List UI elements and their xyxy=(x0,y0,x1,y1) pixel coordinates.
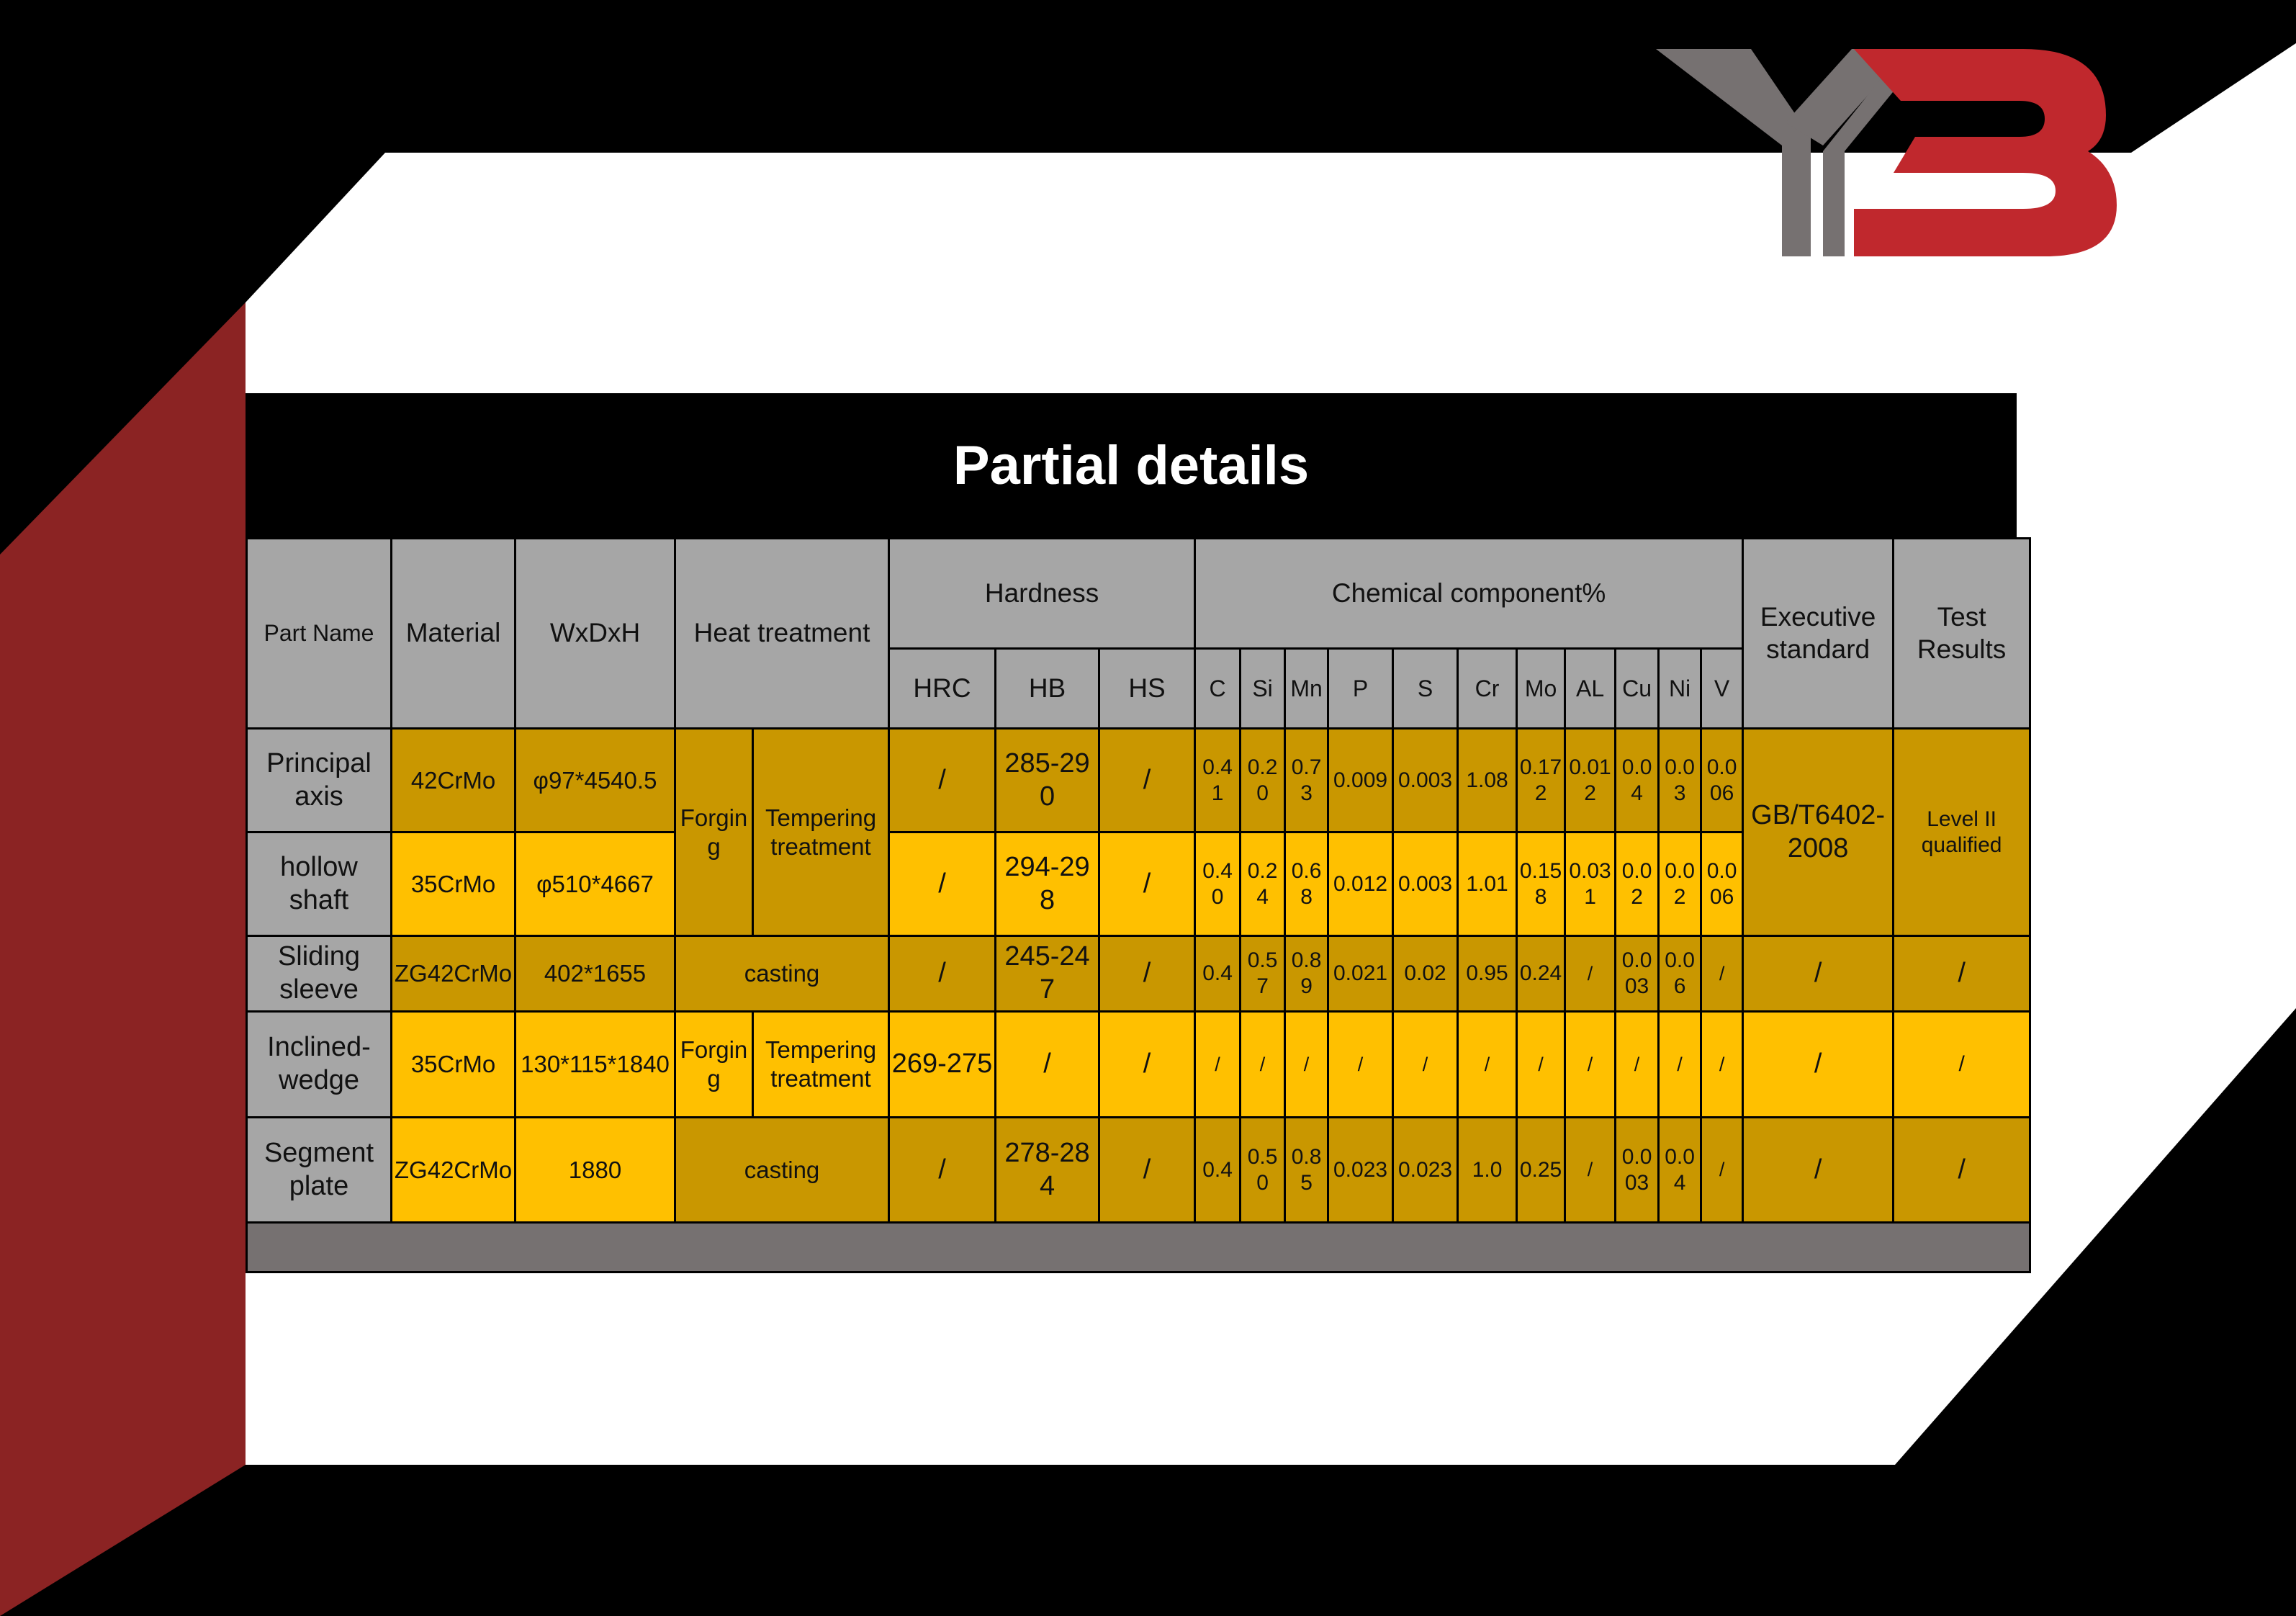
part-name: Principal axis xyxy=(247,729,392,832)
chem-al: / xyxy=(1565,1012,1616,1118)
details-table xyxy=(246,537,2031,1273)
chem-s: 0.023 xyxy=(1393,1118,1458,1223)
hs-value: / xyxy=(1099,729,1195,832)
test-result: Level II qualified xyxy=(1894,729,2030,936)
header-hb: HB xyxy=(996,649,1099,729)
chem-cr: 0.95 xyxy=(1458,936,1517,1012)
heat-treatment: Tempering treatment xyxy=(753,729,889,936)
chem-v: / xyxy=(1701,936,1743,1012)
chem-cu: / xyxy=(1616,1012,1659,1118)
header-chem-c: C xyxy=(1195,649,1241,729)
chem-mo: 0.172 xyxy=(1517,729,1565,832)
chem-si: 0.20 xyxy=(1241,729,1285,832)
hrc-value: / xyxy=(889,1118,996,1223)
page-title: Partial details xyxy=(246,393,2017,537)
material: ZG42CrMo xyxy=(392,936,516,1012)
part-name: Inclined-wedge xyxy=(247,1012,392,1118)
header-chem-p: P xyxy=(1328,649,1393,729)
chem-al: / xyxy=(1565,936,1616,1012)
chem-c: 0.41 xyxy=(1195,729,1241,832)
header-chem-s: S xyxy=(1393,649,1458,729)
hs-value: / xyxy=(1099,1012,1195,1118)
chem-cu: 0.02 xyxy=(1616,832,1659,936)
chem-p: 0.021 xyxy=(1328,936,1393,1012)
chem-cr: 1.01 xyxy=(1458,832,1517,936)
yb-logo-icon xyxy=(1656,36,2117,266)
dimensions: φ97*4540.5 xyxy=(516,729,675,832)
header-part-name: Part Name xyxy=(247,539,392,729)
chem-mo: 0.25 xyxy=(1517,1118,1565,1223)
hb-value: 278-284 xyxy=(996,1118,1099,1223)
header-hardness: Hardness xyxy=(889,539,1195,649)
header-executive-standard: Executive standard xyxy=(1743,539,1894,729)
chem-s: 0.003 xyxy=(1393,729,1458,832)
part-name: Sliding sleeve xyxy=(247,936,392,1012)
header-hrc: HRC xyxy=(889,649,996,729)
chem-v: 0.006 xyxy=(1701,832,1743,936)
heat-treatment: Tempering treatment xyxy=(753,1012,889,1118)
chem-cu: 0.003 xyxy=(1616,936,1659,1012)
chem-c: 0.4 xyxy=(1195,1118,1241,1223)
material: 35CrMo xyxy=(392,832,516,936)
chem-ni: 0.06 xyxy=(1659,936,1701,1012)
chem-mn: / xyxy=(1285,1012,1328,1118)
heat-treatment: casting xyxy=(675,1118,889,1223)
hb-value: 285-290 xyxy=(996,729,1099,832)
chem-mn: 0.73 xyxy=(1285,729,1328,832)
chem-si: 0.24 xyxy=(1241,832,1285,936)
chem-cu: 0.04 xyxy=(1616,729,1659,832)
chem-p: 0.023 xyxy=(1328,1118,1393,1223)
test-result: / xyxy=(1894,1118,2030,1223)
header-chem-mn: Mn xyxy=(1285,649,1328,729)
heat-process: Forging xyxy=(675,729,753,936)
chem-mn: 0.68 xyxy=(1285,832,1328,936)
hb-value: 245-247 xyxy=(996,936,1099,1012)
chem-cu: 0.003 xyxy=(1616,1118,1659,1223)
header-dimensions: WxDxH xyxy=(516,539,675,729)
chem-ni: 0.03 xyxy=(1659,729,1701,832)
part-name: hollow shaft xyxy=(247,832,392,936)
material: 35CrMo xyxy=(392,1012,516,1118)
hrc-value: / xyxy=(889,936,996,1012)
hrc-value: / xyxy=(889,729,996,832)
chem-s: 0.02 xyxy=(1393,936,1458,1012)
heat-treatment: casting xyxy=(675,936,889,1012)
chem-mn: 0.85 xyxy=(1285,1118,1328,1223)
header-test-results: Test Results xyxy=(1894,539,2030,729)
executive-standard: / xyxy=(1743,936,1894,1012)
chem-p: / xyxy=(1328,1012,1393,1118)
header-chem-mo: Mo xyxy=(1517,649,1565,729)
heat-process: Forging xyxy=(675,1012,753,1118)
table-row xyxy=(247,1118,2030,1223)
executive-standard: / xyxy=(1743,1012,1894,1118)
executive-standard: GB/T6402-2008 xyxy=(1743,729,1894,936)
chem-mo: 0.158 xyxy=(1517,832,1565,936)
chem-c: 0.40 xyxy=(1195,832,1241,936)
header-chem-cr: Cr xyxy=(1458,649,1517,729)
dimensions: 402*1655 xyxy=(516,936,675,1012)
chem-s: / xyxy=(1393,1012,1458,1118)
chem-v: 0.006 xyxy=(1701,729,1743,832)
chem-v: / xyxy=(1701,1118,1743,1223)
chem-ni: 0.02 xyxy=(1659,832,1701,936)
chem-cr: 1.08 xyxy=(1458,729,1517,832)
hrc-value: 269-275 xyxy=(889,1012,996,1118)
chem-si: / xyxy=(1241,1012,1285,1118)
hs-value: / xyxy=(1099,936,1195,1012)
header-chem-al: AL xyxy=(1565,649,1616,729)
chem-ni: / xyxy=(1659,1012,1701,1118)
test-result: / xyxy=(1894,1012,2030,1118)
chem-al: 0.012 xyxy=(1565,729,1616,832)
dimensions: φ510*4667 xyxy=(516,832,675,936)
chem-cr: 1.0 xyxy=(1458,1118,1517,1223)
part-name: Segment plate xyxy=(247,1118,392,1223)
chem-p: 0.009 xyxy=(1328,729,1393,832)
chem-mo: 0.24 xyxy=(1517,936,1565,1012)
chem-al: / xyxy=(1565,1118,1616,1223)
dimensions: 130*115*1840 xyxy=(516,1012,675,1118)
chem-cr: / xyxy=(1458,1012,1517,1118)
hb-value: 294-298 xyxy=(996,832,1099,936)
header-chemical-component: Chemical component% xyxy=(1195,539,1743,649)
chem-c: / xyxy=(1195,1012,1241,1118)
hrc-value: / xyxy=(889,832,996,936)
details-table-panel xyxy=(246,393,2017,1273)
header-heat-treatment: Heat treatment xyxy=(675,539,889,729)
footer-cell xyxy=(247,1223,2030,1272)
hb-value: / xyxy=(996,1012,1099,1118)
chem-si: 0.50 xyxy=(1241,1118,1285,1223)
test-result: / xyxy=(1894,936,2030,1012)
table-row xyxy=(247,936,2030,1012)
chem-mo: / xyxy=(1517,1012,1565,1118)
executive-standard: / xyxy=(1743,1118,1894,1223)
table-row xyxy=(247,1012,2030,1118)
chem-v: / xyxy=(1701,1012,1743,1118)
material: 42CrMo xyxy=(392,729,516,832)
header-chem-cu: Cu xyxy=(1616,649,1659,729)
chem-ni: 0.04 xyxy=(1659,1118,1701,1223)
header-hs: HS xyxy=(1099,649,1195,729)
table-footer-bar xyxy=(247,1223,2030,1272)
chem-s: 0.003 xyxy=(1393,832,1458,936)
hs-value: / xyxy=(1099,1118,1195,1223)
table-row xyxy=(247,729,2030,832)
chem-si: 0.57 xyxy=(1241,936,1285,1012)
header-chem-si: Si xyxy=(1241,649,1285,729)
material: ZG42CrMo xyxy=(392,1118,516,1223)
header-chem-ni: Ni xyxy=(1659,649,1701,729)
chem-mn: 0.89 xyxy=(1285,936,1328,1012)
chem-p: 0.012 xyxy=(1328,832,1393,936)
chem-al: 0.031 xyxy=(1565,832,1616,936)
header-material: Material xyxy=(392,539,516,729)
dimensions: 1880 xyxy=(516,1118,675,1223)
header-chem-v: V xyxy=(1701,649,1743,729)
hs-value: / xyxy=(1099,832,1195,936)
chem-c: 0.4 xyxy=(1195,936,1241,1012)
